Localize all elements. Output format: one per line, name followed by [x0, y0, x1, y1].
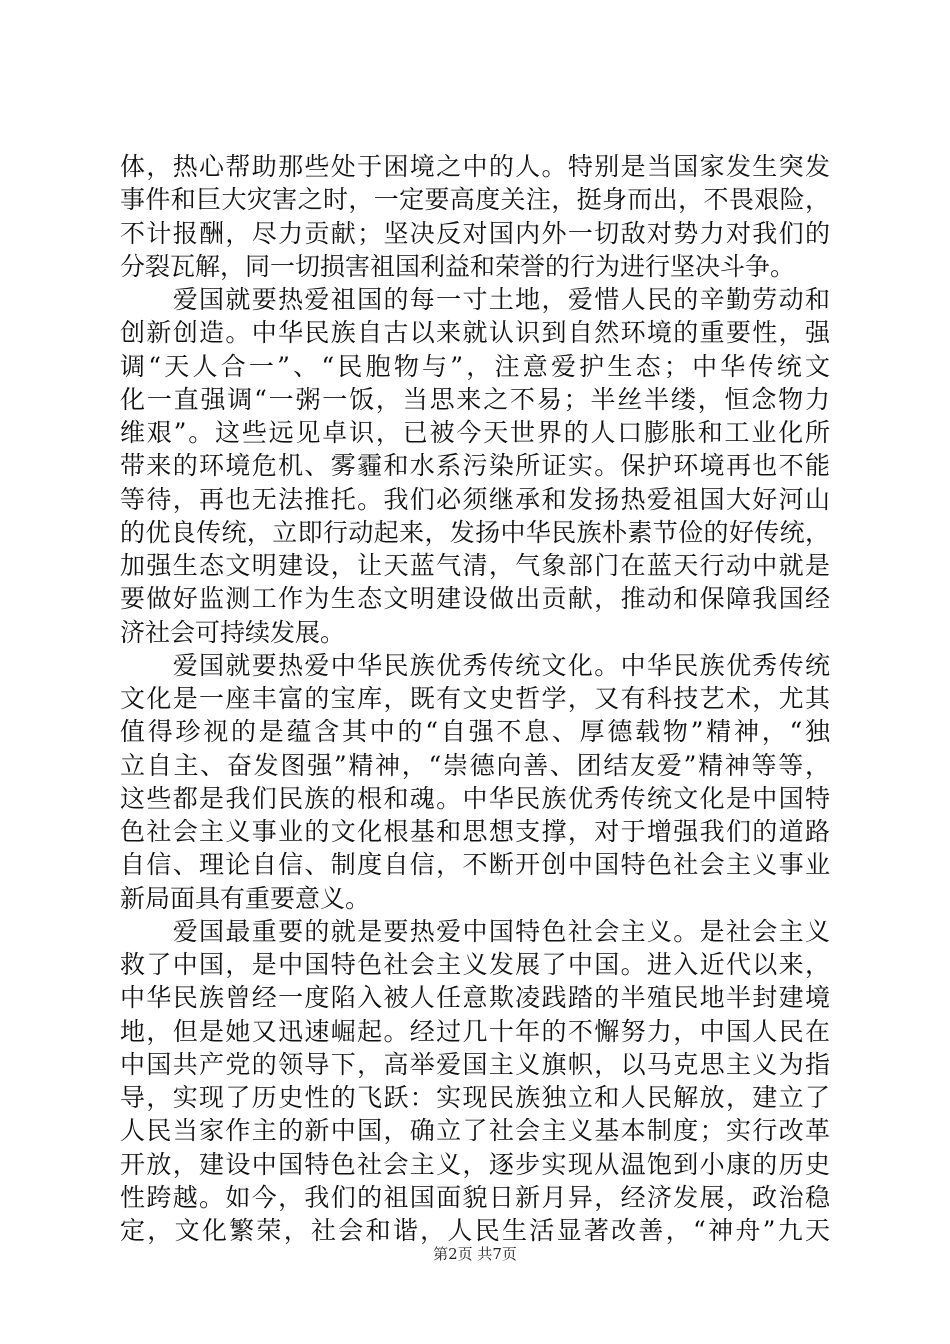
body-text	[120, 150, 830, 1247]
text-line: 地，但是她又迅速崛起。经过几十年的不懈努力，中国人民在	[120, 1016, 830, 1046]
text-line: 色社会主义事业的文化根基和思想支撑，对于增强我们的道路	[120, 817, 830, 846]
text-line: 新局面具有重要意义。	[120, 883, 371, 913]
page-number-footer: 第2页 共7页	[433, 1245, 517, 1263]
text-line: 立自主、奋发图强”精神，“崇德向善、团结友爱”精神等等，	[120, 750, 830, 780]
text-line: 文化是一座丰富的宝库，既有文史哲学，又有科技艺术，尤其	[120, 684, 830, 713]
text-line: 调“天人合一”、“民胞物与”，注意爱护生态；中华传统文	[120, 351, 830, 381]
text-line: 自信、理论自信、制度自信，不断开创中国特色社会主义事业	[120, 850, 830, 880]
text-line: 开放，建设中国特色社会主义，逐步实现从温饱到小康的历史	[120, 1149, 830, 1179]
text-line: 人民当家作主的新中国，确立了社会主义基本制度；实行改革	[120, 1116, 830, 1146]
text-line: 等待，再也无法推托。我们必须继承和发扬热爱祖国大好河山	[120, 484, 830, 514]
text-line: 维艰”。这些远见卓识，已被今天世界的人口膨胀和工业化所	[120, 418, 830, 447]
text-line: 导，实现了历史性的飞跃：实现民族独立和人民解放，建立了	[120, 1083, 830, 1112]
text-line: 加强生态文明建设，让天蓝气清，气象部门在蓝天行动中就是	[120, 551, 830, 580]
text-line: 爱国就要热爱祖国的每一寸土地，爱惜人民的辛勤劳动和	[120, 285, 830, 314]
text-line: 济社会可持续发展。	[120, 617, 346, 647]
text-line: 要做好监测工作为生态文明建设做出贡献，推动和保障我国经	[120, 584, 830, 614]
text-line: 中国共产党的领导下，高举爱国主义旗帜，以马克思主义为指	[120, 1049, 830, 1079]
text-line: 创新创造。中华民族自古以来就认识到自然环境的重要性，强	[120, 318, 830, 348]
text-line: 值得珍视的是蕴含其中的“自强不息、厚德载物”精神，“独	[120, 717, 830, 747]
text-line: 救了中国，是中国特色社会主义发展了中国。进入近代以来，	[120, 950, 830, 979]
text-line: 体，热心帮助那些处于困境之中的人。特别是当国家发生突发	[120, 152, 830, 181]
text-line: 分裂瓦解，同一切损害祖国利益和荣誉的行为进行坚决斗争。	[120, 251, 796, 281]
text-line: 中华民族曾经一度陷入被人任意欺凌践踏的半殖民地半封建境	[120, 983, 830, 1013]
text-line: 的优良传统，立即行动起来，发扬中华民族朴素节俭的好传统，	[120, 517, 830, 547]
text-line: 化一直强调“一粥一饭，当思来之不易；半丝半缕，恒念物力	[120, 384, 830, 414]
text-line: 不计报酬，尽力贡献；坚决反对国内外一切敌对势力对我们的	[120, 218, 830, 248]
text-line: 性跨越。如今，我们的祖国面貌日新月异，经济发展，政治稳	[120, 1182, 830, 1212]
text-line: 这些都是我们民族的根和魂。中华民族优秀传统文化是中国特	[120, 783, 830, 813]
text-line: 事件和巨大灾害之时，一定要高度关注，挺身而出，不畏艰险，	[120, 185, 830, 215]
text-line: 爱国就要热爱中华民族优秀传统文化。中华民族优秀传统	[120, 650, 830, 680]
text-line: 带来的环境危机、雾霾和水系污染所证实。保护环境再也不能	[120, 451, 830, 481]
text-line: 定，文化繁荣，社会和谐，人民生活显著改善，“神舟”九天	[120, 1216, 830, 1245]
text-line: 爱国最重要的就是要热爱中国特色社会主义。是社会主义	[120, 916, 830, 946]
